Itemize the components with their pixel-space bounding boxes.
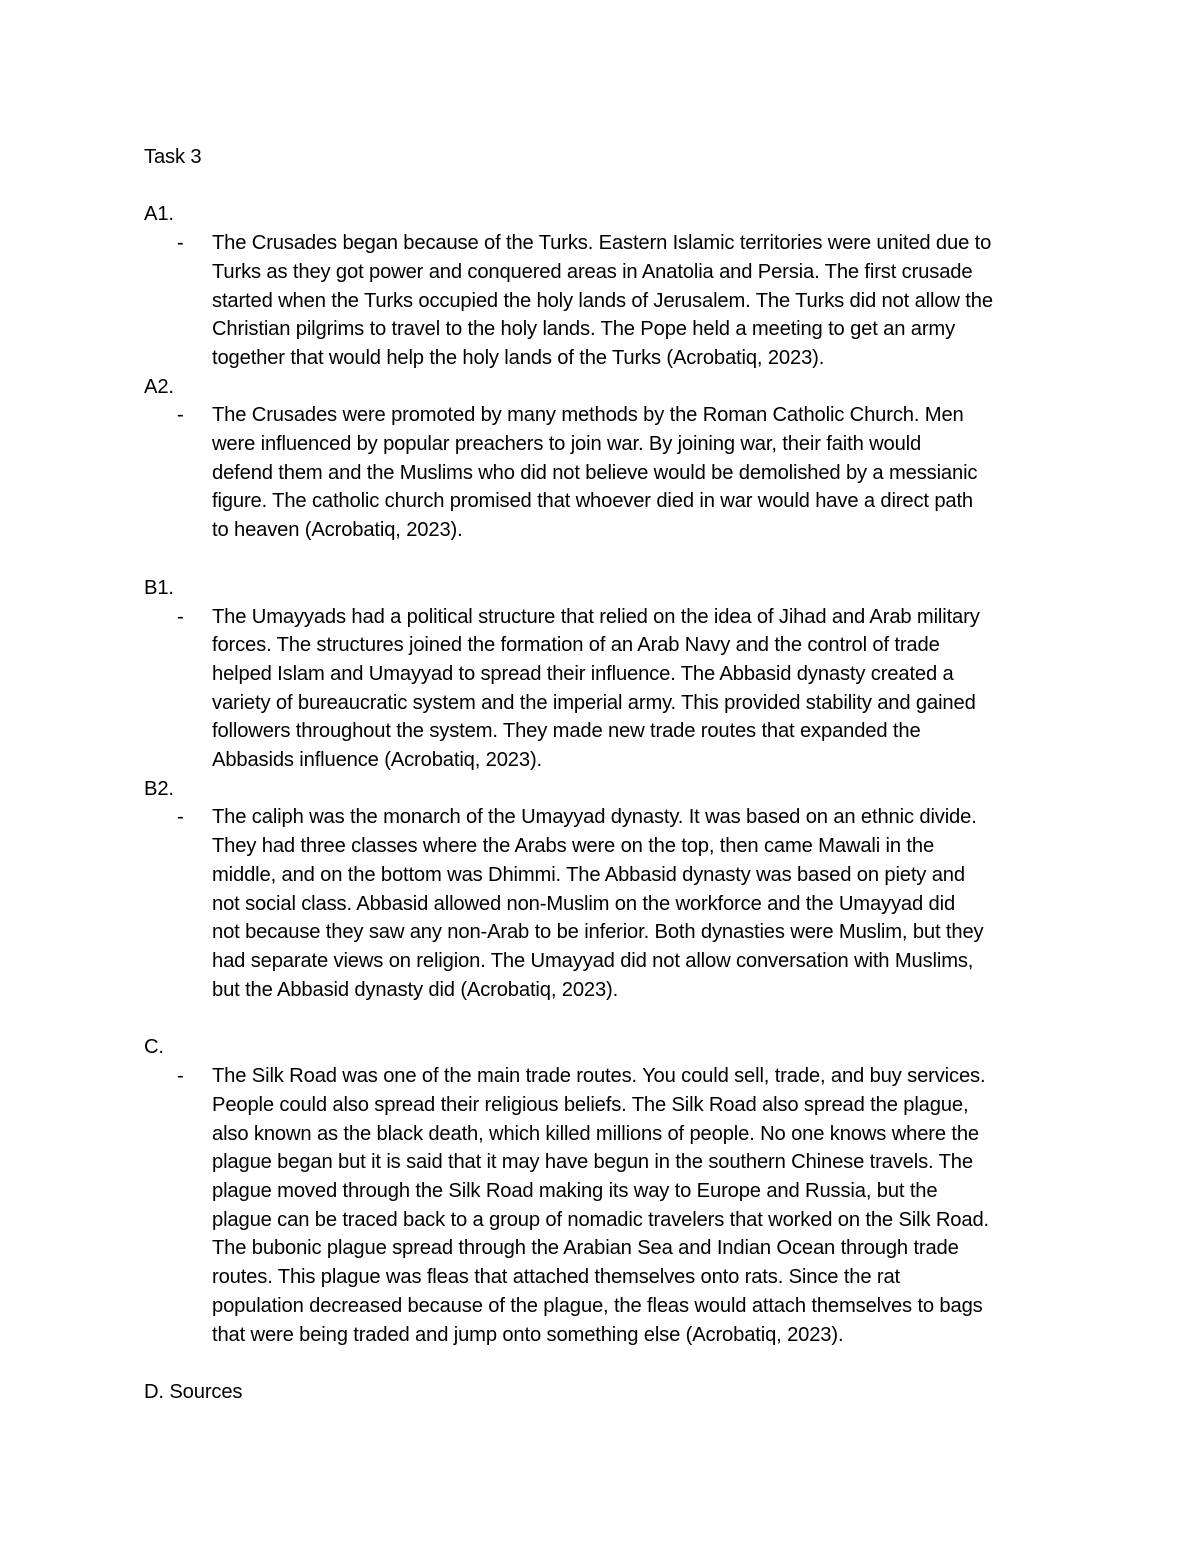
paragraph-line: middle, and on the bottom was Dhimmi. The Abbasid dynasty was based on piety and [212, 864, 965, 886]
paragraph-line: defend them and the Muslims who did not believe would be demolished by a messianic [212, 462, 978, 484]
paragraph-line: The bubonic plague spread through the Arabian Sea and Indian Ocean through trade [212, 1237, 959, 1259]
paragraph-line: The Crusades began because of the Turks. Eastern Islamic territories were united due to [212, 232, 992, 254]
paragraph-line: not because they saw any non-Arab to be inferior. Both dynasties were Muslim, but they [212, 921, 984, 943]
paragraph-line: variety of bureaucratic system and the imperial army. This provided stability and gained [212, 692, 976, 714]
paragraph-line: started when the Turks occupied the holy lands of Jerusalem. The Turks did not allow the [212, 290, 993, 312]
paragraph-line: also known as the black death, which killed millions of people. No one knows where the [212, 1123, 980, 1145]
paragraph-line: plague can be traced back to a group of nomadic travelers that worked on the Silk Road. [212, 1209, 989, 1231]
section-label-d-sources: D. Sources [144, 1381, 243, 1403]
bullet-dash: - [177, 404, 184, 426]
section-label-c: C. [144, 1036, 164, 1058]
document-title: Task 3 [144, 146, 202, 168]
paragraph-line: helped Islam and Umayyad to spread their influence. The Abbasid dynasty created a [212, 663, 954, 685]
paragraph-line: The Silk Road was one of the main trade routes. You could sell, trade, and buy services. [212, 1065, 986, 1087]
paragraph-line: Christian pilgrims to travel to the holy lands. The Pope held a meeting to get an army [212, 318, 956, 340]
bullet-dash: - [177, 606, 184, 628]
bullet-dash: - [177, 806, 184, 828]
section-label-b2: B2. [144, 778, 174, 800]
paragraph-line: The Umayyads had a political structure that relied on the idea of Jihad and Arab military [212, 606, 980, 628]
paragraph-line: People could also spread their religious beliefs. The Silk Road also spread the plague, [212, 1094, 969, 1116]
paragraph-line: plague moved through the Silk Road making its way to Europe and Russia, but the [212, 1180, 938, 1202]
paragraph-line: forces. The structures joined the formation of an Arab Navy and the control of trade [212, 634, 940, 656]
bullet-dash: - [177, 1065, 184, 1087]
paragraph-line: to heaven (Acrobatiq, 2023). [212, 519, 463, 541]
paragraph-line: had separate views on religion. The Umayyad did not allow conversation with Muslims, [212, 950, 974, 972]
paragraph-line: but the Abbasid dynasty did (Acrobatiq, 2023). [212, 979, 619, 1001]
paragraph-line: Abbasids influence (Acrobatiq, 2023). [212, 749, 542, 771]
paragraph-line: together that would help the holy lands of the Turks (Acrobatiq, 2023). [212, 347, 825, 369]
paragraph-line: figure. The catholic church promised that whoever died in war would have a direct path [212, 490, 974, 512]
paragraph-line: followers throughout the system. They made new trade routes that expanded the [212, 720, 921, 742]
section-label-a1: A1. [144, 203, 174, 225]
paragraph-line: not social class. Abbasid allowed non-Muslim on the workforce and the Umayyad did [212, 893, 956, 915]
paragraph-line: They had three classes where the Arabs were on the top, then came Mawali in the [212, 835, 935, 857]
paragraph-line: were influenced by popular preachers to join war. By joining war, their faith would [212, 433, 922, 455]
section-label-a2: A2. [144, 376, 174, 398]
section-label-b1: B1. [144, 577, 174, 599]
paragraph-line: that were being traded and jump onto something else (Acrobatiq, 2023). [212, 1324, 844, 1346]
paragraph-line: population decreased because of the plague, the fleas would attach themselves to bags [212, 1295, 983, 1317]
paragraph-line: The caliph was the monarch of the Umayyad dynasty. It was based on an ethnic divide. [212, 806, 977, 828]
bullet-dash: - [177, 232, 184, 254]
paragraph-line: routes. This plague was fleas that attached themselves onto rats. Since the rat [212, 1266, 900, 1288]
paragraph-line: plague began but it is said that it may have begun in the southern Chinese travels. The [212, 1151, 973, 1173]
paragraph-line: Turks as they got power and conquered areas in Anatolia and Persia. The first crusade [212, 261, 973, 283]
paragraph-line: The Crusades were promoted by many methods by the Roman Catholic Church. Men [212, 404, 964, 426]
